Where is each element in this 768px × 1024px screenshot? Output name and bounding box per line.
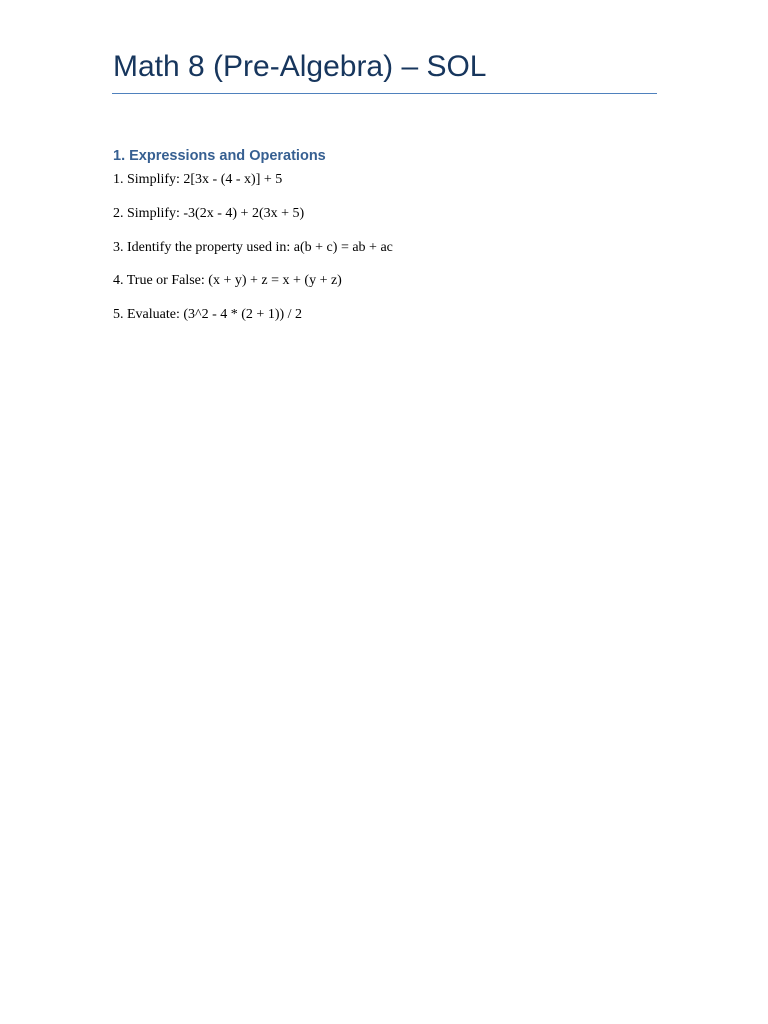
page-title: Math 8 (Pre-Algebra) – SOL — [113, 50, 487, 83]
question-3: 3. Identify the property used in: a(b + c) = ab + ac — [113, 239, 393, 255]
question-5: 5. Evaluate: (3^2 - 4 * (2 + 1)) / 2 — [113, 307, 303, 323]
title-underline-divider — [112, 93, 657, 94]
question-1: 1. Simplify: 2[3x - (4 - x)] + 5 — [113, 172, 283, 187]
question-2: 2. Simplify: -3(2x - 4) + 2(3x + 5) — [113, 205, 305, 221]
question-4: 4. True or False: (x + y) + z = x + (y + z) — [113, 273, 342, 289]
question-list — [113, 170, 393, 339]
section-heading: 1. Expressions and Operations — [113, 148, 326, 164]
